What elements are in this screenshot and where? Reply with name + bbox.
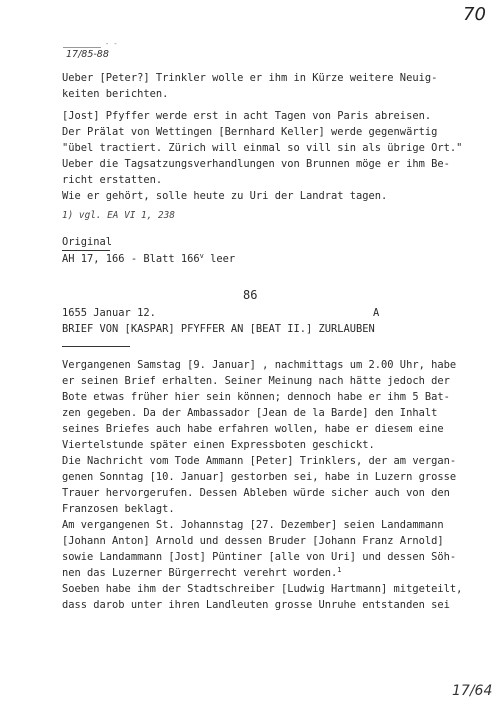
source-reference: AH 17, 166 - Blatt 166$^v$ leer bbox=[62, 252, 236, 265]
footnote: 1) vgl. EA VI 1, 238 bbox=[62, 210, 175, 221]
body-line: Am vergangenen St. Johannstag [27. Dezember] seien Landammann bbox=[62, 519, 444, 531]
body-line: seines Briefes auch habe erfahren wollen, habe er diesem eine bbox=[62, 423, 444, 435]
section-a-line: Wie er gehört, solle heute zu Uri der Landrat tagen. bbox=[62, 190, 388, 202]
body-line: nen das Luzerner Bürgerrecht verehrt worden.$^1$ bbox=[62, 566, 342, 579]
source-label: Original bbox=[62, 236, 113, 248]
page-mark: 17/64 bbox=[452, 683, 493, 699]
source-ref-superscript: v bbox=[199, 252, 204, 260]
section-a-line: [Jost] Pfyffer werde erst in acht Tagen von Paris abreisen. bbox=[62, 110, 432, 122]
body-line: zen gegeben. Da der Ambassador [Jean de la Barde] den Inhalt bbox=[62, 407, 438, 419]
source-rule bbox=[62, 250, 110, 251]
section-a-line: Der Prälat von Wettingen [Bernhard Keller] werde gegenwärtig bbox=[62, 126, 438, 138]
body-line: er seinen Brief erhalten. Seiner Meinung nach hätte jedoch der bbox=[62, 375, 450, 387]
body-line: genen Sonntag [10. Januar] gestorben sei, habe in Luzern grosse bbox=[62, 471, 457, 483]
section-a-line: Ueber die Tagsatzungsverhandlungen von Brunnen möge er ihm Be- bbox=[62, 158, 450, 170]
header-dash-marks: - - bbox=[105, 40, 118, 48]
body-line: Soeben habe ihm der Stadtschreiber [Ludwig Hartmann] mitgeteilt, bbox=[62, 583, 463, 595]
section-a-line: keiten berichten. bbox=[62, 88, 169, 100]
body-line: Bote etwas früher hier sein können; dennoch habe er ihm 5 Bat- bbox=[62, 391, 450, 403]
body-line: [Johann Anton] Arnold und dessen Bruder [Johann Franz Arnold] bbox=[62, 535, 444, 547]
body-line: sowie Landammann [Jost] Püntiner [alle von Uri] und dessen Söh- bbox=[62, 551, 457, 563]
title-rule bbox=[62, 346, 130, 347]
body-line: dass darob unter ihren Landleuten grosse Unruhe entstanden sei bbox=[62, 599, 450, 611]
body-line: Franzosen beklagt. bbox=[62, 503, 175, 515]
body-line: Viertelstunde später einen Expressboten geschickt. bbox=[62, 439, 375, 451]
section-a-line: richt erstatten. bbox=[62, 174, 163, 186]
document-number: 86 bbox=[243, 288, 258, 302]
document-title: BRIEF VON [KASPAR] PFYFFER AN [BEAT II.] ZURLAUBEN bbox=[62, 323, 375, 335]
section-a-line: Ueber [Peter?] Trinkler wolle er ihm in Kürze weitere Neuig- bbox=[62, 72, 438, 84]
header-rule bbox=[63, 47, 101, 48]
section-a-line: "übel tractiert. Zürich will einmal so vill sin als übrige Ort." bbox=[62, 142, 463, 154]
footnote-reference: 1 bbox=[337, 566, 342, 574]
body-line: Trauer hervorgerufen. Dessen Ableben würde sicher auch von den bbox=[62, 487, 450, 499]
document-date: 1655 Januar 12. bbox=[62, 307, 156, 319]
folio-mark: 70 bbox=[463, 4, 486, 25]
body-line: Die Nachricht vom Tode Ammann [Peter] Trinklers, der am vergan- bbox=[62, 455, 457, 467]
body-line: Vergangenen Samstag [9. Januar] , nachmittags um 2.00 Uhr, habe bbox=[62, 359, 457, 371]
reference-code: 17/85-88 bbox=[66, 49, 109, 60]
document-marker: A bbox=[373, 307, 380, 319]
